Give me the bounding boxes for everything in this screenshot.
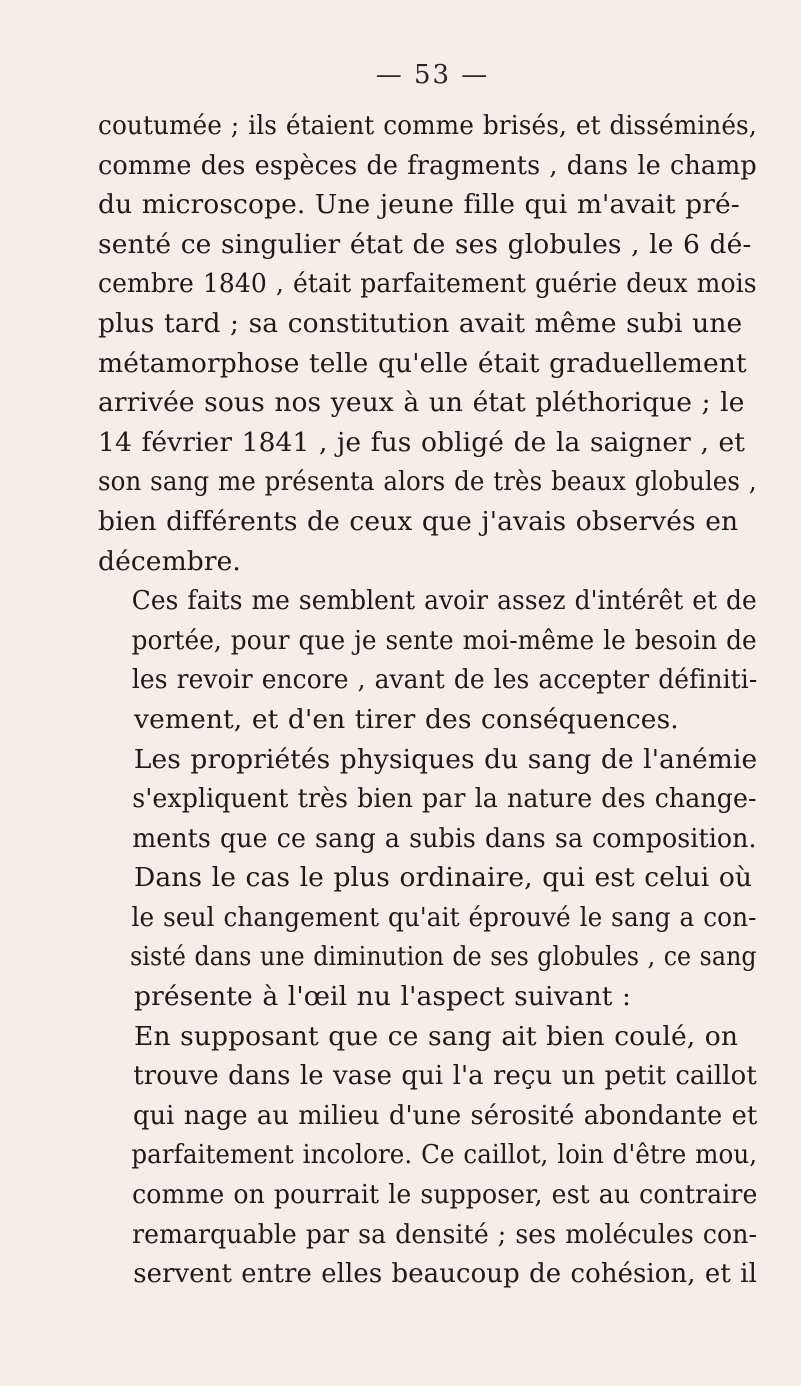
text-line: parfaitement incolore. Ce caillot, loin d'être mou, — [131, 1139, 758, 1171]
text-line: le seul changement qu'ait éprouvé le sang a con- — [131, 901, 757, 933]
text-line: Ces faits me semblent avoir assez d'intérêt et de — [131, 585, 757, 617]
text-line: sisté dans une diminution de ses globules , ce sang — [130, 941, 757, 973]
text-line: arrivée sous nos yeux à un état pléthorique ; le — [98, 387, 745, 419]
paragraph — [98, 740, 757, 859]
text-line: comme des espèces de fragments , dans le champ — [98, 149, 757, 181]
text-line: servent entre elles beaucoup de cohésion, et il — [133, 1258, 757, 1290]
text-line: métamorphose telle qu'elle était graduellement — [98, 347, 747, 379]
paragraph — [98, 106, 757, 581]
text-line: portée, pour que je sente moi-même le besoin de — [131, 624, 757, 656]
paragraph — [98, 1017, 757, 1294]
text-line: cembre 1840 , était parfaitement guérie deux mois — [98, 268, 757, 300]
text-line: vement, et d'en tirer des conséquences. — [134, 703, 679, 735]
text-line: Les propriétés physiques du sang de l'anémie — [133, 743, 758, 775]
text-line: s'expliquent très bien par la nature des change- — [132, 783, 757, 815]
text-line: coutumée ; ils étaient comme brisés, et disséminés, — [98, 110, 757, 141]
text-line: En supposant que ce sang ait bien coulé, on — [134, 1020, 739, 1052]
text-line: son sang me présenta alors de très beaux globules , — [98, 466, 757, 498]
text-line: remarquable par sa densité ; ses molécules con- — [132, 1218, 758, 1250]
body-text — [98, 106, 757, 1294]
text-line: Dans le cas le plus ordinaire, qui est celui où — [134, 862, 753, 894]
text-line: bien différents de ceux que j'avais observés en — [98, 505, 739, 537]
paragraph — [98, 858, 757, 1016]
text-line: décembre. — [98, 545, 241, 577]
text-line: comme on pourrait le supposer, est au contraire — [132, 1179, 758, 1211]
text-line: du microscope. Une jeune fille qui m'avait pré- — [98, 189, 740, 221]
text-line: qui nage au milieu d'une sérosité abondante et — [132, 1099, 758, 1131]
text-line: ments que ce sang a subis dans sa composition. — [132, 822, 757, 854]
text-line: senté ce singulier état de ses globules , le 6 dé- — [98, 228, 752, 260]
paragraph — [98, 581, 757, 739]
page-number: — 53 — — [375, 60, 490, 90]
text-line: trouve dans le vase qui l'a reçu un petit caillot — [133, 1060, 757, 1092]
text-line: plus tard ; sa constitution avait même subi une — [98, 307, 743, 339]
text-line: les revoir encore , avant de les accepter définiti- — [131, 664, 758, 696]
text-line: 14 février 1841 , je fus obligé de la saigner , et — [98, 426, 746, 458]
text-line: présente à l'œil nu l'aspect suivant : — [134, 981, 632, 1013]
